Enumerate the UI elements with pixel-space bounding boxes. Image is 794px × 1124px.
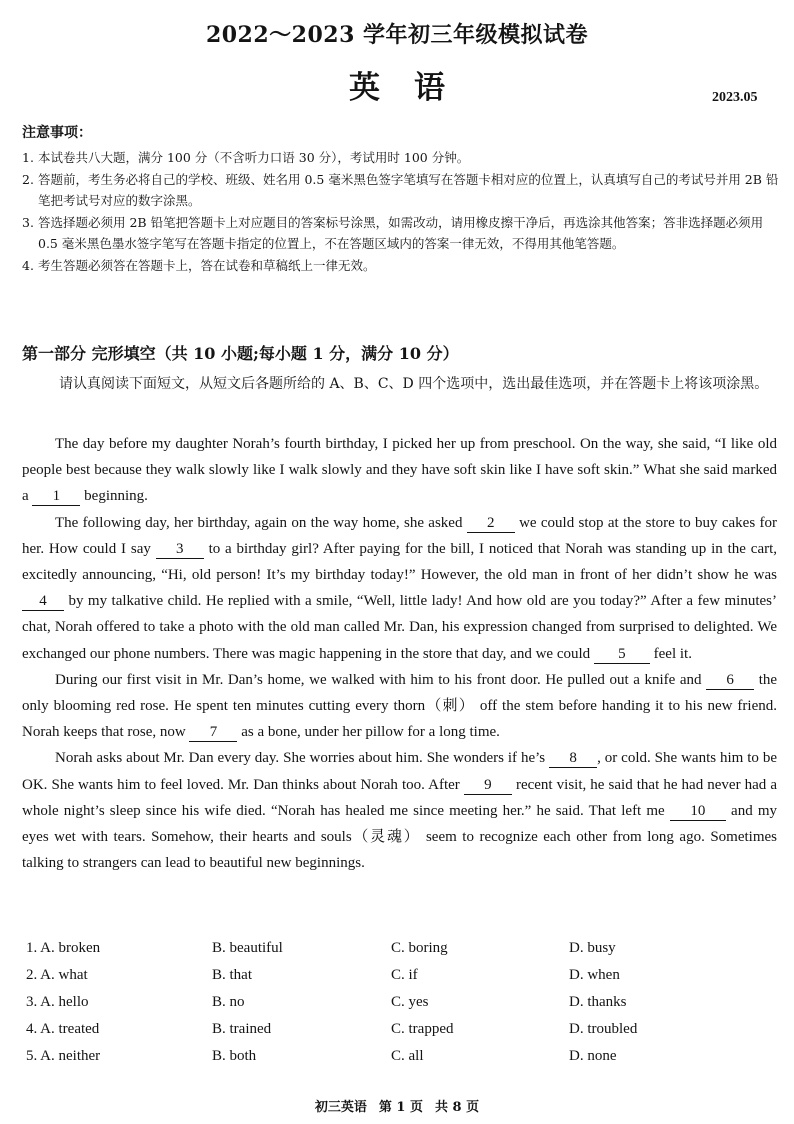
- note-text: 答题前，考生务必将自己的学校、班级、姓名用 0.5 毫米黑色签字笔填写在答题卡相对应的位置上，认真填写自己的考试号并用 2B 铅笔把考试号对应的数字涂黑。: [38, 171, 779, 208]
- answer-blank: 7: [189, 724, 237, 742]
- footer-subject: 初三英语: [314, 1100, 367, 1115]
- passage-text: Norah asks about Mr. Dan every day. She worries about him. She wonders if he’s: [55, 750, 546, 767]
- answer-blank: 6: [706, 672, 754, 690]
- option-a: 4. A. treated: [26, 1021, 100, 1037]
- passage-text: recent visit, he said that he had never had a whole night’s sleep since his wife died. “Norah has healed me since meeting her.” he said. That left me: [22, 776, 778, 819]
- option-row: [26, 967, 786, 994]
- option-d: D. busy: [569, 940, 616, 956]
- answer-blank: 2: [467, 515, 515, 533]
- passage-text: beginning.: [84, 488, 148, 505]
- note-number: 1.: [22, 150, 34, 165]
- option-c: C. yes: [391, 994, 429, 1010]
- cloze-passage: [22, 431, 777, 876]
- note-text: 答选择题必须用 2B 铅笔把答题卡上对应题目的答案标号涂黑，如需改动，请用橡皮擦干净后，再选涂其他答案；答非选择题必须用 0.5 毫米黑色墨水签字笔写在答题卡指定的位置上，不在答题区域内的答案一律无效，不得用其他笔答题。: [38, 214, 764, 251]
- option-c: C. boring: [391, 940, 448, 956]
- answer-blank: 8: [549, 750, 597, 768]
- answer-options: [26, 940, 786, 1075]
- footer-total-pages: 共 8 页: [435, 1100, 480, 1115]
- note-text: 本试卷共八大题，满分 100 分（不含听力口语 30 分），考试用时 100 分钟。: [38, 150, 470, 165]
- note-number: 3.: [22, 214, 34, 230]
- answer-blank: 5: [594, 646, 650, 664]
- option-d: D. when: [569, 967, 620, 983]
- passage-text: by my talkative child. He replied with a smile, “Well, little lady! And how old are you today?” After a few minutes’ chat, Norah offered to take a photo with the old man called Mr. Dan, his expression changed from surprised to delighted. We exchanged our phone numbers. There was magic happening in the store that day, and we could: [22, 593, 777, 662]
- passage-text: the only blooming red rose. He spent ten minutes cutting every thorn（刺） off the stem before handing it to his new friend. Norah keeps that rose, now: [22, 671, 778, 741]
- passage-paragraph: [22, 510, 777, 667]
- answer-blank: 3: [156, 541, 204, 559]
- option-d: D. thanks: [569, 994, 627, 1010]
- answer-blank: 1: [32, 488, 80, 506]
- section-heading: 第一部分 完形填空（共 10 小题;每小题 1 分，满分 10 分）: [22, 344, 459, 363]
- option-c: C. all: [391, 1048, 424, 1064]
- passage-text: we could stop at the store to buy cakes for her. How could I say: [22, 514, 777, 557]
- passage-paragraph: [22, 745, 777, 876]
- page-footer: [0, 1096, 794, 1115]
- passage-text: feel it.: [653, 645, 692, 662]
- option-a: 5. A. neither: [26, 1048, 101, 1064]
- exam-date: 2023.05: [712, 90, 758, 105]
- option-a: 2. A. what: [26, 967, 88, 983]
- passage-text: The day before my daughter Norah’s fourth birthday, I picked her up from preschool. On the way, she said, “I like old people best because they walk slowly like I walk slowly and they have soft skin like I have soft skin.” What she said marked a: [22, 436, 777, 505]
- option-b: B. both: [212, 1048, 257, 1064]
- note-number: 4.: [22, 257, 34, 273]
- answer-blank: 9: [464, 777, 512, 795]
- note-number: 2.: [22, 171, 34, 187]
- option-b: B. no: [212, 994, 245, 1010]
- note-item: [22, 147, 782, 169]
- passage-paragraph: [22, 431, 777, 510]
- answer-blank: 4: [22, 593, 64, 611]
- passage-text: , or cold. She wants him to be OK. She wants him to feel loved. Mr. Dan thinks about Norah too. After: [22, 750, 778, 793]
- answer-blank: 10: [670, 803, 726, 821]
- option-b: B. trained: [212, 1021, 272, 1037]
- footer-page-number: 第 1 页: [378, 1100, 423, 1115]
- passage-text: to a birthday girl? After paying for the bill, I noticed that Norah was standing up in the cart, excitedly announcing, “Hi, old person! It’s my birthday today!” However, the old man in front of her didn’t show he was: [22, 540, 778, 584]
- note-text: 考生答题必须答在答题卡上，答在试卷和草稿纸上一律无效。: [38, 257, 376, 273]
- subject-title: 英语: [349, 70, 479, 106]
- option-b: B. that: [212, 967, 252, 983]
- note-item: [22, 169, 782, 212]
- option-row: [26, 1048, 786, 1075]
- option-c: C. if: [391, 967, 418, 983]
- option-d: D. none: [569, 1048, 617, 1064]
- note-item: [22, 255, 782, 277]
- option-c: C. trapped: [391, 1021, 454, 1037]
- notes-list: [22, 147, 782, 276]
- option-b: B. beautiful: [212, 940, 283, 956]
- passage-text: The following day, her birthday, again on the way home, she asked: [55, 514, 463, 531]
- option-a: 1. A. broken: [26, 940, 101, 956]
- passage-text: and my eyes wet with tears. Somehow, their hearts and souls（灵魂） seem to recognize each other from long ago. Sometimes talking to strangers can lead to beautiful new beginnings.: [22, 802, 778, 872]
- option-d: D. troubled: [569, 1021, 638, 1037]
- option-row: [26, 940, 786, 967]
- note-item: [22, 212, 782, 255]
- passage-text: During our first visit in Mr. Dan’s home, we walked with him to his front door. He pulled out a knife and: [55, 671, 702, 688]
- option-a: 3. A. hello: [26, 994, 89, 1010]
- exam-title: 2022～2023 学年初三年级模拟试卷: [205, 22, 589, 48]
- option-row: [26, 994, 786, 1021]
- notes-heading: 注意事项：: [22, 125, 92, 141]
- section-instruction: 请认真阅读下面短文，从短文后各题所给的 A、B、C、D 四个选项中，选出最佳选项，并在答题卡上将该项涂黑。: [59, 376, 769, 392]
- passage-text: as a bone, under her pillow for a long time.: [241, 724, 500, 741]
- option-row: [26, 1021, 786, 1048]
- passage-paragraph: [22, 667, 777, 746]
